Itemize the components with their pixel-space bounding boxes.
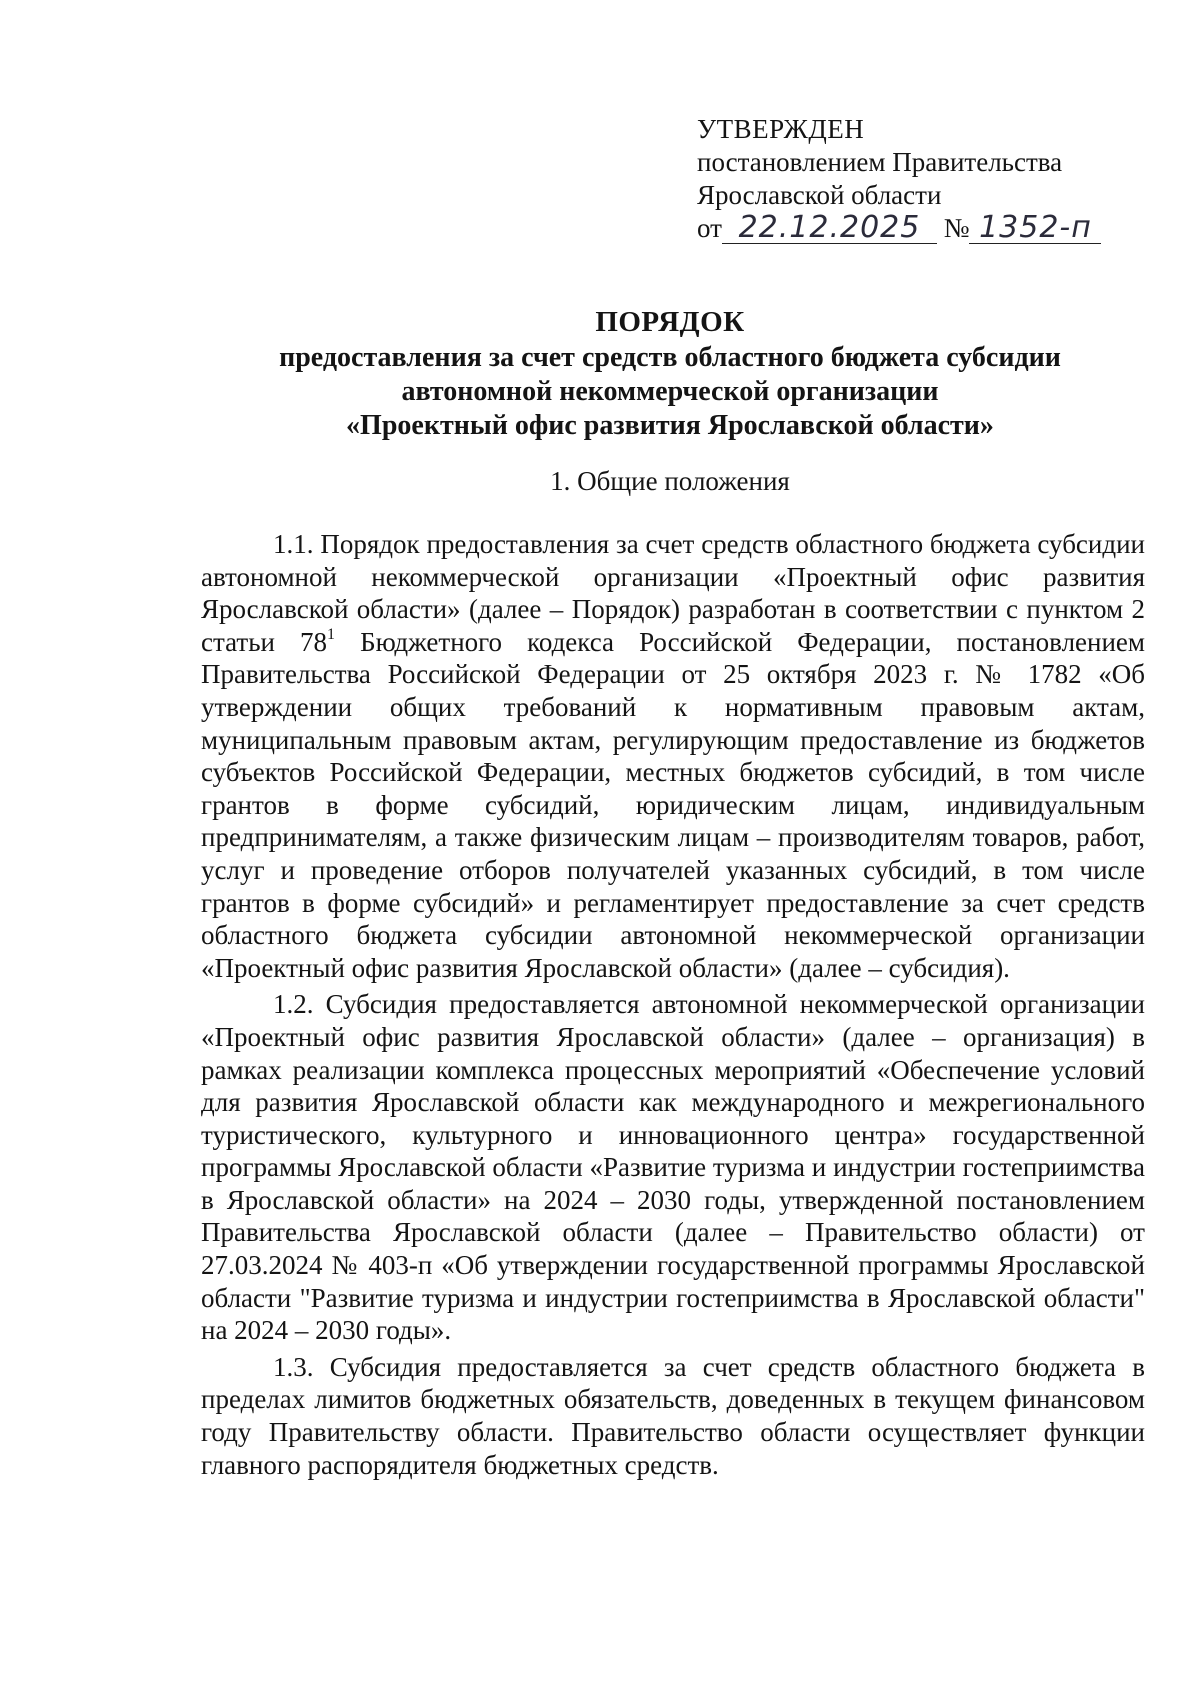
paragraph-1-1-text-a: 1.1. Порядок предоставления за счет средств областного бюджета субсидии автономной некоммерческой организации «Проектный офис развития Ярославской области» (далее – Порядок) разработан в соответствии с пунктом 2 статьи 78 — [201, 529, 1145, 657]
section-heading: 1. Общие положения — [550, 466, 790, 496]
paragraph-1-1 — [201, 528, 1145, 984]
handwritten-number: 1352-п — [979, 210, 1092, 245]
handwritten-date: 22.12.2025 — [738, 210, 921, 245]
approval-line-2: Ярославской области — [697, 180, 942, 210]
document-body — [201, 528, 1145, 1481]
paragraph-1-2: 1.2. Субсидия предоставляется автономной некоммерческой организации «Проектный офис развития Ярославской области» (далее – организация) в рамках реализации комплекса процессных мероприятий «Обеспечение условий для развития Ярославской области как международного и межрегионального туристического, культурного и инновационного центра» государственной программы Ярославской области «Развитие туризма и индустрии гостеприимства в Ярославской области» на 2024 – 2030 годы, утвержденной постановлением Правительства Ярославской области (далее – Правительство области) от 27.03.2024 № 403-п «Об утверждении государственной программы Ярославской области "Развитие туризма и индустрии гостеприимства в Ярославской области" на 2024 – 2030 годы». — [201, 989, 1145, 1346]
article-superscript: 1 — [327, 625, 336, 643]
document-subtitle-line-2: автономной некоммерческой организации — [401, 376, 939, 407]
paragraph-1-3: 1.3. Субсидия предоставляется за счет средств областного бюджета в пределах лимитов бюджетных обязательств, доведенных в текущем финансовом году Правительству области. Правительство области осуществляет функции главного распорядителя бюджетных средств. — [201, 1351, 1145, 1480]
approval-stamp-block — [697, 113, 1117, 248]
approval-line-1: постановлением Правительства — [697, 147, 1063, 177]
date-prefix: от — [697, 213, 722, 243]
document-title-block — [200, 305, 1140, 443]
approved-label: УТВЕРЖДЕН — [697, 114, 865, 144]
paragraph-1-1-text-b: Бюджетного кодекса Российской Федерации, постановлением Правительства Российской Федерации от 25 октября 2023 г. № 1782 «Об утверждении общих требований к нормативным правовым актам, муниципальным правовым актам, регулирующим предоставление из бюджетов субъектов Российской Федерации, местных бюджетов субсидий, в том числе грантов в форме субсидий, юридическим лицам, индивидуальным предпринимателям, а также физическим лицам – производителям товаров, работ, услуг и проведение отборов получателей указанных субсидий, в том числе грантов в форме субсидий» и регламентирует предоставление за счет средств областного бюджета субсидии автономной некоммерческой организации «Проектный офис развития Ярославской области» (далее – субсидия). — [201, 626, 1145, 983]
date-field — [722, 210, 937, 245]
document-subtitle-line-3: «Проектный офис развития Ярославской области» — [346, 410, 994, 441]
approval-date-number-line — [697, 212, 1117, 248]
document-title: ПОРЯДОК — [595, 306, 745, 338]
number-field — [969, 210, 1101, 245]
document-subtitle-line-1: предоставления за счет средств областного бюджета субсидии — [279, 342, 1061, 373]
number-prefix: № — [943, 213, 970, 243]
